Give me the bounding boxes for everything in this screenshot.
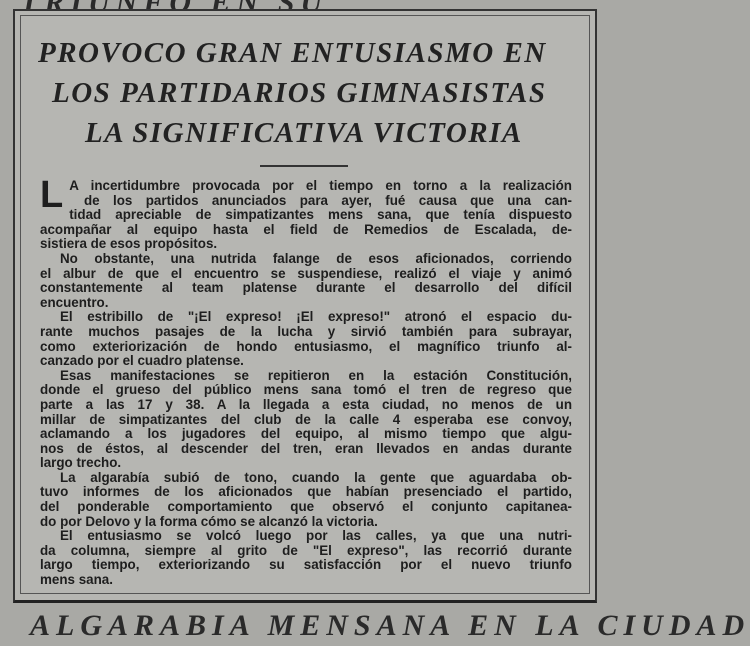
text-line: nos de éstos, al descender del tren, eran llevados en andas durante bbox=[40, 440, 572, 456]
text-line: La algarabía subió de tono, cuando la gente que aguardaba ob- bbox=[60, 469, 572, 485]
headline-line-2: LOS PARTIDARIOS GIMNASISTAS bbox=[52, 77, 547, 109]
text-line: el albur de que el encuentro se suspendiese, realizó el viaje y animó bbox=[40, 265, 572, 281]
text-line: parte a las 17 y 38. A la llegada a esta ciudad, no menos de un bbox=[40, 396, 572, 412]
headline-divider bbox=[260, 165, 348, 167]
drop-cap: L bbox=[40, 174, 64, 216]
paragraph bbox=[40, 174, 572, 252]
text-line: mens sana. bbox=[40, 572, 113, 588]
text-line: aclamando a los jugadores del equipo, al mismo tiempo que algu- bbox=[40, 426, 572, 442]
paragraph bbox=[40, 310, 572, 368]
paragraph bbox=[40, 471, 572, 529]
paragraph bbox=[40, 252, 572, 310]
previous-headline-fragment bbox=[20, 0, 590, 8]
article-box bbox=[13, 9, 597, 603]
text-line: encuentro. bbox=[40, 294, 109, 310]
next-headline-fragment: ALGARABIA MENSANA EN LA CIUDAD bbox=[30, 609, 750, 642]
text-line: El entusiasmo se volcó luego por las calles, ya que una nutri- bbox=[60, 528, 572, 544]
text-line: tuvo informes de los aficionados que habían presenciado el partido, bbox=[40, 484, 572, 500]
text-line: tidad apreciable de simpatizantes mens sana, que tenía dispuesto bbox=[69, 207, 572, 223]
article-body bbox=[40, 174, 572, 588]
headline-line-1: PROVOCO GRAN ENTUSIASMO EN bbox=[38, 37, 547, 69]
text-line: constantemente al team platense durante el desarrollo del difícil bbox=[40, 280, 572, 296]
text-line: como exteriorización de hondo entusiasmo, el magnífico triunfo al- bbox=[40, 338, 572, 354]
text-line: acompañar al equipo hasta el field de Remedios de Escalada, de- bbox=[40, 221, 572, 237]
text-line: de los partidos anunciados para ayer, fué causa que una can- bbox=[84, 192, 572, 208]
paragraph bbox=[40, 529, 572, 587]
text-line: A incertidumbre provocada por el tiempo en torno a la realización bbox=[69, 178, 572, 193]
text-line: donde el grueso del público mens sana tomó el tren de regreso que bbox=[40, 382, 572, 398]
text-line: Esas manifestaciones se repitieron en la estación Constitución, bbox=[60, 367, 572, 383]
paragraph bbox=[40, 369, 572, 471]
text-line: No obstante, una nutrida falange de esos aficionados, corriendo bbox=[60, 250, 572, 266]
text-line: do por Delovo y la forma cómo se alcanzó la victoria. bbox=[40, 513, 378, 529]
headline-line-3: LA SIGNIFICATIVA VICTORIA bbox=[85, 117, 523, 149]
text-line: rante muchos pasajes de la lucha y sirvió también para subrayar, bbox=[40, 323, 572, 339]
text-line: da columna, siempre al grito de "El expreso", las recorrió durante bbox=[40, 542, 572, 558]
text-line: sistiera de esos propósitos. bbox=[40, 236, 218, 252]
text-line: millar de simpatizantes del club de la calle 4 esperaba ese convoy, bbox=[40, 411, 572, 427]
text-line: canzado por el cuadro platense. bbox=[40, 353, 244, 369]
text-line: largo tiempo, exteriorizando su satisfacción por el nuevo triunfo bbox=[40, 557, 572, 573]
text-line: del ponderable comportamiento que observó el conjunto capitanea- bbox=[40, 499, 572, 515]
text-line: largo trecho. bbox=[40, 455, 122, 471]
text-line: El estribillo de "¡El expreso! ¡El expreso!" atronó el espacio du- bbox=[60, 309, 572, 325]
